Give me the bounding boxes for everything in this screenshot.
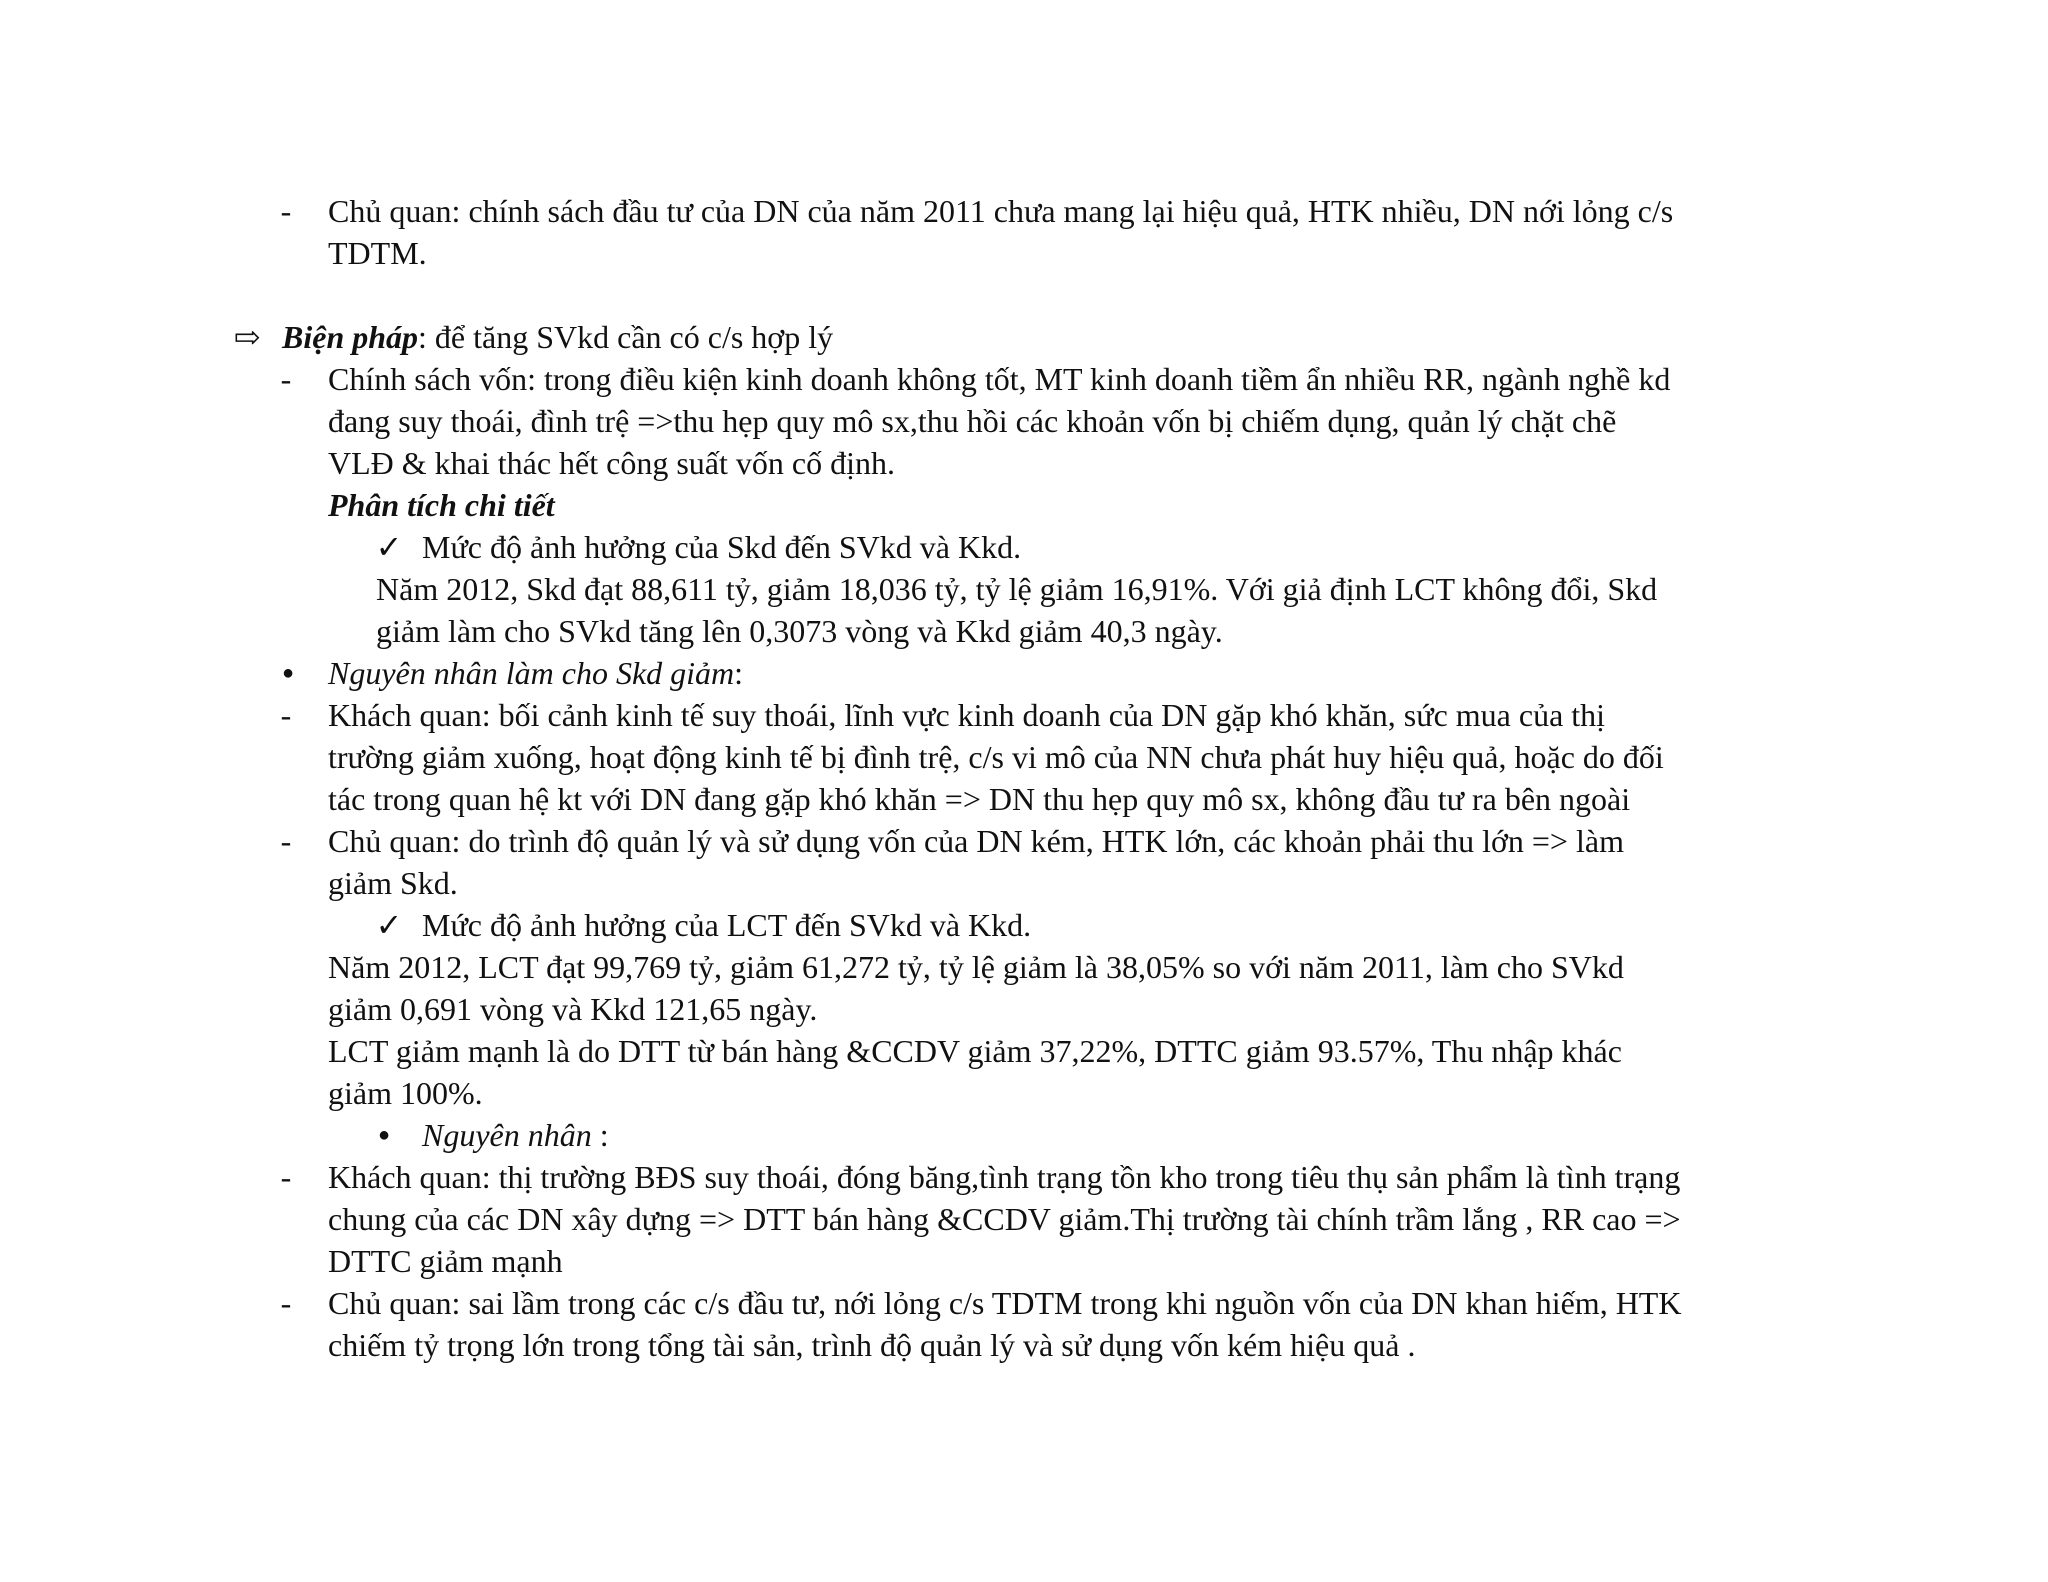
bullet-item-tail: : (734, 655, 744, 691)
check-icon: ✓ (375, 529, 403, 565)
arrow-icon: ⇨ (233, 319, 261, 355)
text-line: Chủ quan: do trình độ quản lý và sử dụng vốn của DN kém, HTK lớn, các khoản phải thu lớn => làm (328, 823, 1624, 859)
bullet-item (328, 652, 743, 694)
text-line: Chủ quan: chính sách đầu tư của DN của năm 2011 chưa mang lại hiệu quả, HTK nhiều, DN nới lỏng c/s (328, 193, 1674, 229)
bullet-item-text: Nguyên nhân làm cho Skd giảm (328, 655, 735, 691)
dash-marker: - (280, 823, 292, 859)
text-line: đang suy thoái, đình trệ =>thu hẹp quy mô sx,thu hồi các khoản vốn bị chiếm dụng, quản lý chặt chẽ (328, 403, 1617, 439)
text-line: giảm làm cho SVkd tăng lên 0,3073 vòng và Kkd giảm 40,3 ngày. (376, 613, 1223, 649)
text-line: chiếm tỷ trọng lớn trong tổng tài sản, trình độ quản lý và sử dụng vốn kém hiệu quả . (328, 1327, 1416, 1363)
text-line: giảm 0,691 vòng và Kkd 121,65 ngày. (328, 991, 818, 1027)
dash-marker: - (280, 697, 292, 733)
text-line: Năm 2012, Skd đạt 88,611 tỷ, giảm 18,036 tỷ, tỷ lệ giảm 16,91%. Với giả định LCT không đổi, Skd (376, 571, 1658, 607)
dash-marker: - (280, 1159, 292, 1195)
bien-phap-heading (282, 316, 833, 358)
text-line: Chủ quan: sai lầm trong các c/s đầu tư, nới lỏng c/s TDTM trong khi nguồn vốn của DN khan hiếm, HTK (328, 1285, 1682, 1321)
dash-marker: - (280, 193, 292, 229)
text-line: VLĐ & khai thác hết công suất vốn cố định. (328, 445, 895, 481)
bullet-item (422, 1114, 609, 1156)
check-item-text: Mức độ ảnh hưởng của LCT đến SVkd và Kkd. (422, 907, 1032, 943)
text-line: chung của các DN xây dựng => DTT bán hàng &CCDV giảm.Thị trường tài chính trầm lắng , RR cao => (328, 1201, 1681, 1237)
text-line: giảm Skd. (328, 865, 458, 901)
bullet-icon: ● (377, 1124, 391, 1146)
text-line: trường giảm xuống, hoạt động kinh tế bị đình trệ, c/s vi mô của NN chưa phát huy hiệu quả, hoặc do đối (328, 739, 1664, 775)
bullet-icon: ● (281, 662, 295, 684)
text-line: TDTM. (328, 235, 427, 271)
text-line: Khách quan: thị trường BĐS suy thoái, đóng băng,tình trạng tồn kho trong tiêu thụ sản phẩm là tình trạng (328, 1159, 1681, 1195)
section-heading: Phân tích chi tiết (328, 487, 555, 523)
check-icon: ✓ (375, 907, 403, 943)
bien-phap-rest: : để tăng SVkd cần có c/s hợp lý (418, 319, 834, 355)
bullet-item-text: Nguyên nhân (422, 1117, 592, 1153)
bien-phap-title: Biện pháp (282, 319, 419, 355)
check-item-text: Mức độ ảnh hưởng của Skd đến SVkd và Kkd. (422, 529, 1022, 565)
dash-marker: - (280, 361, 292, 397)
text-line: DTTC giảm mạnh (328, 1243, 563, 1279)
text-line: Chính sách vốn: trong điều kiện kinh doanh không tốt, MT kinh doanh tiềm ẩn nhiều RR, ngành nghề kd (328, 361, 1671, 397)
dash-marker: - (280, 1285, 292, 1321)
text-line: tác trong quan hệ kt với DN đang gặp khó khăn => DN thu hẹp quy mô sx, không đầu tư ra bên ngoài (328, 781, 1631, 817)
text-line: LCT giảm mạnh là do DTT từ bán hàng &CCDV giảm 37,22%, DTTC giảm 93.57%, Thu nhập khác (328, 1033, 1622, 1069)
text-line: Khách quan: bối cảnh kinh tế suy thoái, lĩnh vực kinh doanh của DN gặp khó khăn, sức mua của thị (328, 697, 1606, 733)
bullet-item-tail: : (591, 1117, 609, 1153)
text-line: Năm 2012, LCT đạt 99,769 tỷ, giảm 61,272 tỷ, tỷ lệ giảm là 38,05% so với năm 2011, làm cho SVkd (328, 949, 1624, 985)
text-line: giảm 100%. (328, 1075, 483, 1111)
